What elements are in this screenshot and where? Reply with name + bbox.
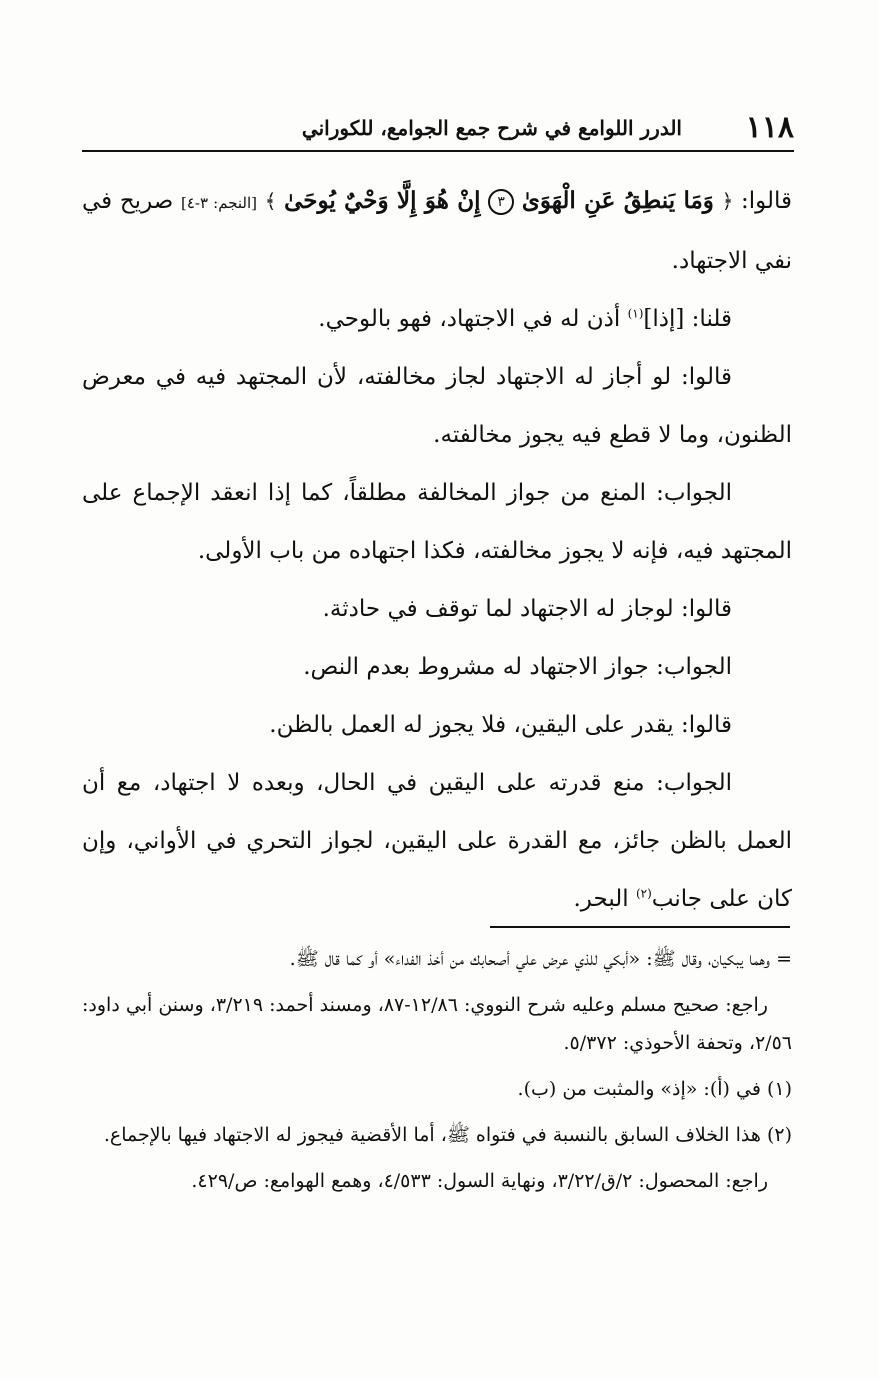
verse-intro: قالوا: [740, 188, 792, 214]
paragraph-4: الجواب: المنع من جواز المخالفة مطلقاً، كما إذا انعقد الإجماع على المجتهد فيه، فإنه لا يجوز مخالفته، فكذا اجتهاده من باب الأولى. [82, 480, 792, 564]
paragraph-2-start: قلنا: [إذا] [643, 306, 732, 332]
paragraph-2-end: أذن له في الاجتهاد، فهو بالوحي. [318, 306, 621, 332]
verse-tail: صريح في نفي الاجتهاد. [82, 188, 792, 274]
footnote-separator [490, 926, 790, 928]
paragraph-8-start: الجواب: منع قدرته على اليقين في الحال، وبعده لا اجتهاد، مع أن العمل بالظن جائز، مع القدرة على اليقين، لجواز التحري في الأواني، وإن كان على جانب [82, 770, 792, 912]
verse-citation: [النجم: ٣-٤] [180, 194, 258, 212]
footnote-2: (٢) هذا الخلاف السابق بالنسبة في فتواه ﷺ، أما الأقضية فيجوز له الاجتهاد فيها بالإجماع. [103, 1124, 792, 1146]
footnote-reference-1: راجع: صحيح مسلم وعليه شرح النووي: ١٢/٨٦-٨٧، ومسند أحمد: ٣/٢١٩، وسنن أبي داود: ٢/٥٦، وتحفة الأحوذي: ٥/٣٧٢. [82, 994, 792, 1054]
paragraph-2 [82, 290, 792, 348]
verse-close-bracket: ﴾ [264, 189, 277, 213]
footnote-1: (١) في (أ): «إذ» والمثبت من (ب). [517, 1078, 792, 1100]
page-number: ١١٨ [745, 110, 794, 145]
verse-paragraph [82, 172, 792, 290]
ayah-number-mark: ٣ [488, 189, 514, 215]
paragraph-5: قالوا: لوجاز له الاجتهاد لما توقف في حادثة. [322, 596, 732, 622]
paragraph-8 [82, 754, 792, 928]
paragraph-7: قالوا: يقدر على اليقين، فلا يجوز له العمل بالظن. [269, 712, 732, 738]
page-header [82, 108, 794, 148]
footnote-reference-2: راجع: المحصول: ٢/ق/٣/٢٢، ونهاية السول: ٤/٥٣٣، وهمع الهوامع: ص/٤٢٩. [191, 1170, 768, 1192]
paragraph-6: الجواب: جواز الاجتهاد له مشروط بعدم النص. [303, 654, 732, 680]
footnote-continuation: = وهما يبكيان، وقال ﷺ: «أبكي للذي عرض علي أصحابك من أخذ الفداء» أو كما قال ﷺ. [289, 948, 792, 970]
verse-part-1: وَمَا يَنطِقُ عَنِ الْهَوَىٰ [521, 187, 714, 214]
paragraph-8-end: البحر. [573, 886, 629, 912]
header-rule [82, 150, 794, 152]
footnotes [82, 940, 792, 1208]
footnote-ref-1[interactable]: (١) [627, 306, 644, 321]
verse-open-bracket: ﴿ [721, 189, 734, 213]
paragraph-3: قالوا: لو أجاز له الاجتهاد لجاز مخالفته، لأن المجتهد فيه في معرض الظنون، وما لا قطع فيه يجوز مخالفته. [82, 364, 792, 448]
running-title: الدرر اللوامع في شرح جمع الجوامع، للكوراني [301, 116, 682, 140]
main-text [82, 172, 792, 928]
verse-part-2: إِنْ هُوَ إِلَّا وَحْيٌ يُوحَىٰ [284, 187, 481, 214]
footnote-ref-2[interactable]: (٢) [635, 886, 652, 901]
